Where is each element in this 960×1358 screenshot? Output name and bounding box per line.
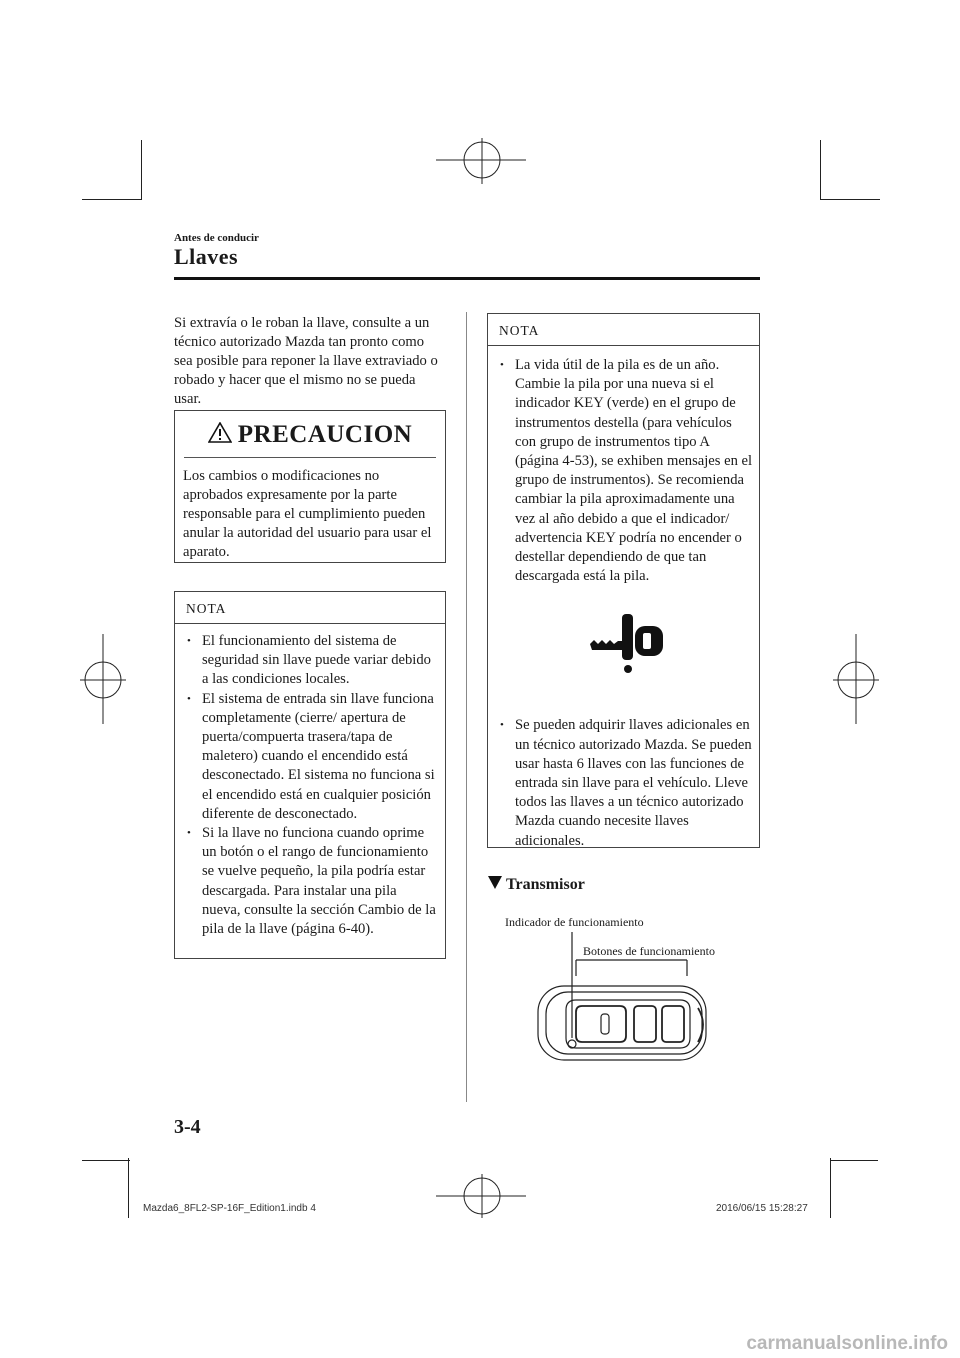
- footer-timestamp: 2016/06/15 15:28:27: [716, 1203, 808, 1214]
- caution-box: [174, 410, 446, 563]
- transmitter-title: Transmisor: [506, 876, 585, 893]
- note-list-right: [488, 346, 759, 586]
- key-warning-indicator-icon: [588, 614, 668, 678]
- header-rule: [174, 277, 760, 280]
- list-item: • Se pueden adquirir llaves adicionales en un técnico autorizado Mazda. Se pueden usar hasta 6 llaves con las funciones de entrada sin llave para el vehículo. Lleve todos las llaves a un técnico autorizado Mazda cuando necesite llaves adicionales.: [488, 716, 755, 850]
- list-item: • La vida útil de la pila es de un año. Cambie la pila por una nueva si el indicador KEY (verde) en el grupo de instrumentos destella (para vehículos con grupo de instrumentos tipo A (página 4-53), se exhiben mensajes en el grupo de instrumentos). Se recomienda cambiar la pila aproximadamente una vez al año debido a que el indicador/ advertencia KEY podría no encender o destellar dependiendo de que tan descargada está la pila.: [488, 356, 755, 586]
- caution-text: Los cambios o modificaciones no aprobados expresamente por la parte responsable para el cumplimiento pueden anular la autoridad del usuario para usar el aparato.: [183, 468, 432, 560]
- list-item: • Si la llave no funciona cuando oprime un botón o el rango de funcionamiento se vuelve pequeño, la pila podría estar descargada. Para instalar una pila nueva, consulte la sección Cambio de la pila de la llave (página 6-40).: [175, 824, 437, 939]
- label-buttons: Botones de funcionamiento: [583, 944, 715, 958]
- triangle-down-icon: [488, 876, 502, 894]
- note-header-right: [488, 314, 759, 346]
- note-title-right: NOTA: [499, 323, 540, 338]
- intro-paragraph: Si extravía o le roban la llave, consulte a un técnico autorizado Mazda tan pronto como sea posible para reponer la llave extraviado o robado y hacer que el mismo no se pueda usar.: [174, 315, 438, 407]
- note-list-right-2: [488, 716, 759, 850]
- note-header-left: [175, 592, 445, 624]
- column-divider: [466, 312, 467, 1102]
- key-indicator-figure: [488, 586, 759, 716]
- list-item: • El funcionamiento del sistema de seguridad sin llave puede variar debido a las condiciones locales.: [175, 632, 437, 690]
- page-number: 3-4: [174, 1116, 201, 1138]
- list-item: • El sistema de entrada sin llave funciona completamente (cierre/ apertura de puerta/compuerta trasera/tapa de maletero) cuando el encendido está desconectado. El sistema no funciona si el encendido está en cualquier posición diferente de desconectado.: [175, 690, 437, 824]
- footer-filename: Mazda6_8FL2-SP-16F_Edition1.indb 4: [143, 1203, 316, 1214]
- warning-triangle-icon: [208, 422, 232, 448]
- note-box-right: [487, 313, 760, 848]
- note-box-left: [174, 591, 446, 959]
- note-title-left: NOTA: [186, 601, 227, 616]
- caution-title: PRECAUCION: [237, 421, 413, 448]
- section-label: Antes de conducir: [174, 232, 259, 244]
- note-list-left: [175, 624, 445, 939]
- page-title: Llaves: [174, 244, 239, 269]
- caution-header: [175, 413, 445, 457]
- transmitter-illustration: [530, 928, 720, 1078]
- label-indicator: Indicador de funcionamiento: [505, 915, 644, 929]
- transmitter-heading: [488, 876, 585, 894]
- watermark: carmanualsonline.info: [746, 1333, 948, 1354]
